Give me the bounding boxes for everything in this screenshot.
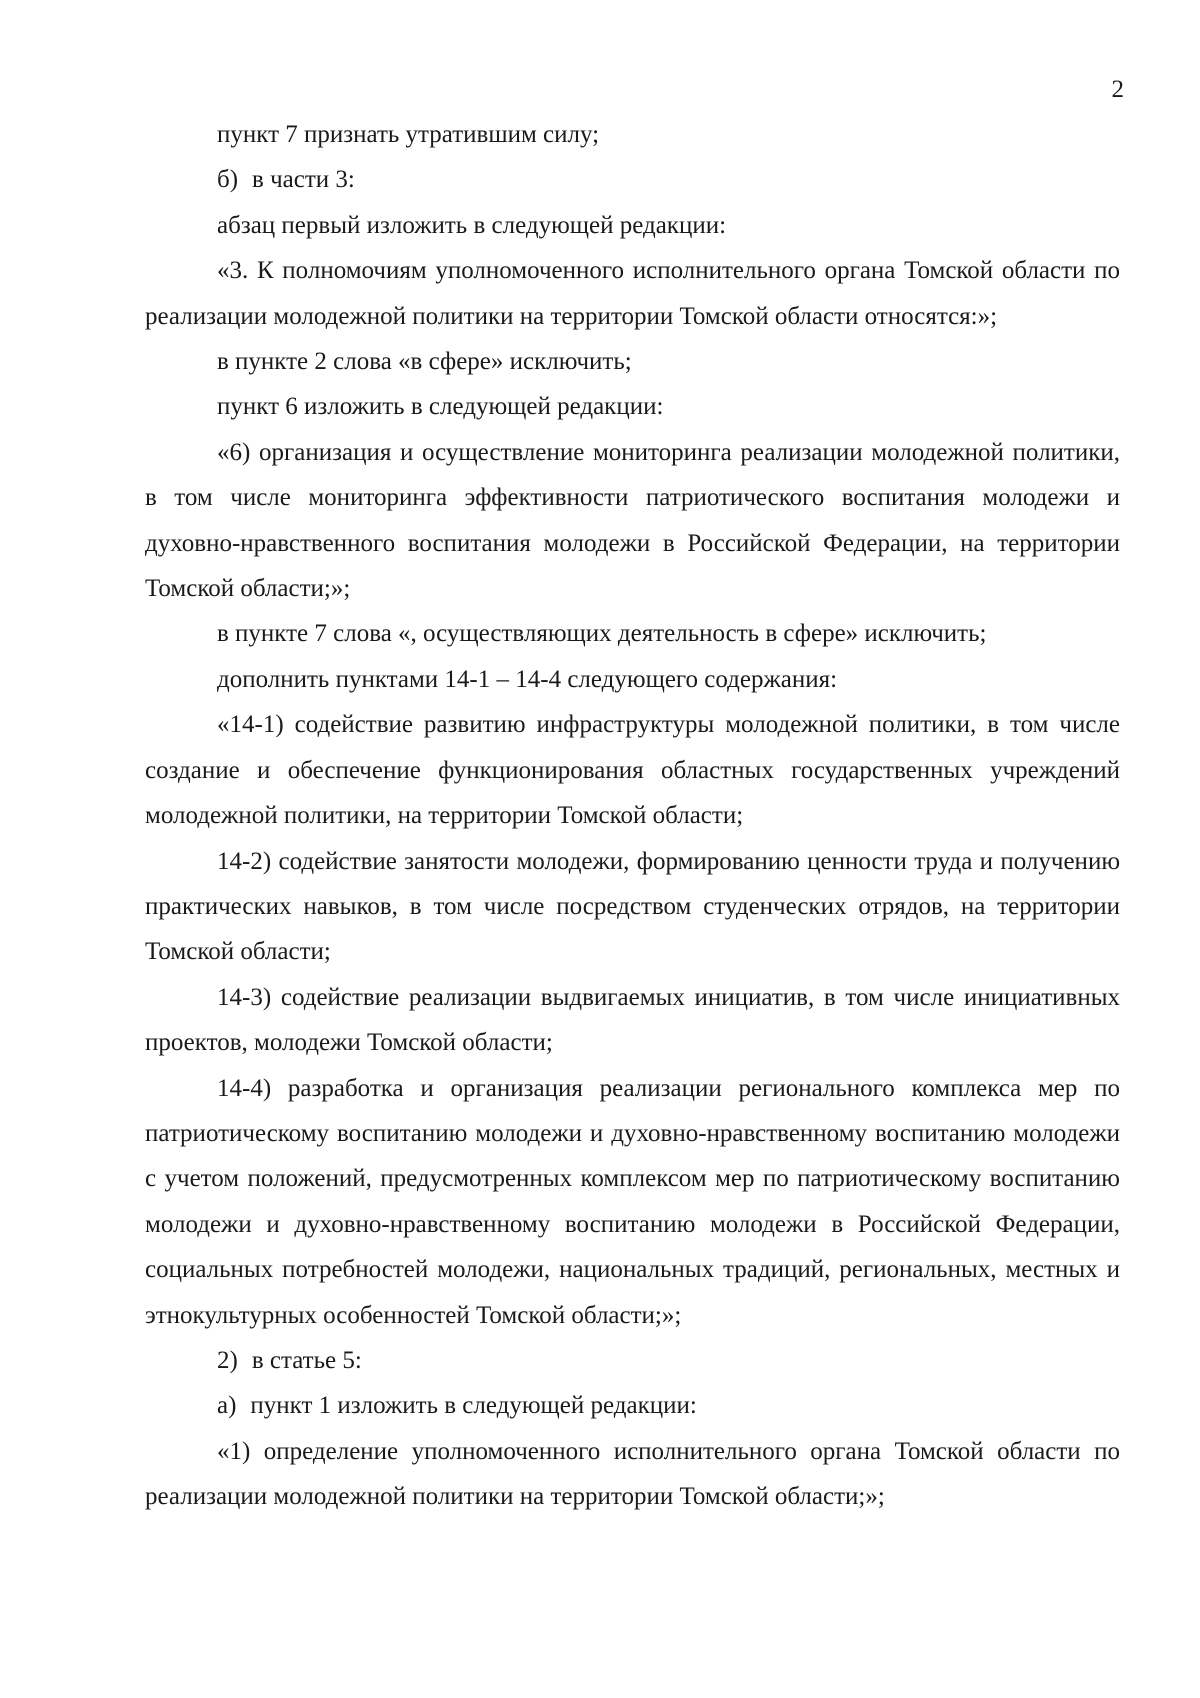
paragraph-text: в части 3: xyxy=(252,166,355,194)
paragraph: в пункте 7 слова «, осуществляющих деятельность в сфере» исключить; xyxy=(217,620,987,648)
list-marker: б) xyxy=(217,166,239,194)
paragraph: «6) организация и осуществление мониторинга реализации молодежной политики, в том числе мониторинга эффективности патриотического воспитания молодежи и духовно-нравственного воспитания молодежи в Российской Федерации, на территории Томской области;»; xyxy=(145,438,1120,603)
paragraph: в пункте 2 слова «в сфере» исключить; xyxy=(217,348,632,376)
paragraph xyxy=(145,1383,1120,1428)
page-number: 2 xyxy=(1111,76,1124,103)
paragraph: 14-2) содействие занятости молодежи, формированию ценности труда и получению практических навыков, в том числе посредством студенческих отрядов, на территории Томской области; xyxy=(145,847,1120,966)
document-body xyxy=(145,112,1120,1520)
paragraph xyxy=(145,1338,1120,1383)
paragraph: абзац первый изложить в следующей редакции: xyxy=(217,211,727,239)
paragraph-text: пункт 1 изложить в следующей редакции: xyxy=(250,1392,697,1420)
paragraph: пункт 6 изложить в следующей редакции: xyxy=(217,393,664,421)
paragraph xyxy=(145,157,1120,202)
paragraph: «14-1) содействие развитию инфраструктуры молодежной политики, в том числе создание и обеспечение функционирования областных государственных учреждений молодежной политики, на территории Томской области; xyxy=(145,711,1120,830)
paragraph: 14-3) содействие реализации выдвигаемых инициатив, в том числе инициативных проектов, молодежи Томской области; xyxy=(145,983,1120,1057)
paragraph: пункт 7 признать утратившим силу; xyxy=(217,121,600,148)
paragraph-text: в статье 5: xyxy=(251,1346,362,1374)
paragraph: «1) определение уполномоченного исполнительного органа Томской области по реализации молодежной политики на территории Томской области;»; xyxy=(145,1437,1120,1511)
paragraph: «3. К полномочиям уполномоченного исполнительного органа Томской области по реализации молодежной политики на территории Томской области относятся:»; xyxy=(145,257,1120,330)
list-marker: 2) xyxy=(217,1346,238,1374)
list-marker: а) xyxy=(217,1392,237,1420)
paragraph: 14-4) разработка и организация реализации регионального комплекса мер по патриотическому воспитанию молодежи и духовно-нравственному воспитанию молодежи с учетом положений, предусмотренных комплексом мер по патриотическому воспитанию молодежи и духовно-нравственному воспитанию молодежи в Российской Федерации, социальных потребностей молодежи, национальных традиций, региональных, местных и этнокультурных особенностей Томской области;»; xyxy=(145,1074,1120,1329)
paragraph: дополнить пунктами 14-1 – 14-4 следующего содержания: xyxy=(217,665,838,693)
